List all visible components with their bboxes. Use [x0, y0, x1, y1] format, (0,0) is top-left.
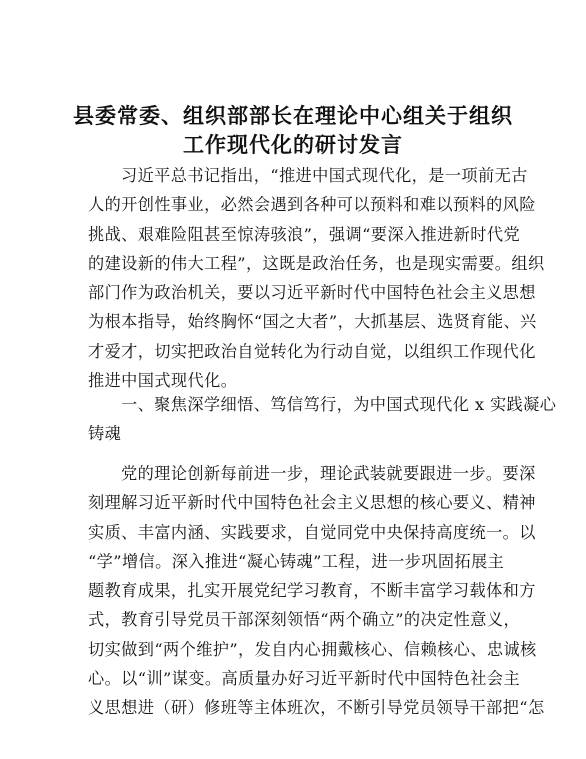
text-line: 切实做到“两个维护”，发自内心拥戴核心、信赖核心、忠诚核 [88, 639, 537, 659]
text-line: 的建设新的伟大工程”，这既是政治任务，也是现实需要。组织 [88, 253, 545, 273]
paragraph-intro [88, 161, 545, 395]
paragraph-section-1 [88, 459, 545, 723]
heading-line: 铸魂 [88, 424, 122, 444]
title-line-1: 县委常委、组织部部长在理论中心组关于组织 [73, 103, 513, 128]
text-line: “学”增信。深入推进“凝心铸魂”工程，进一步巩固拓展主 [88, 551, 505, 571]
text-line: 义思想进（研）修班等主体班次，不断引导党员领导干部把“怎 [88, 698, 545, 718]
text-line: 题教育成果，扎实开展党纪学习教育，不断丰富学习载体和方 [88, 581, 536, 601]
text-line: 式，教育引导党员干部深刻领悟“两个确立”的决定性意义， [88, 610, 521, 630]
title-line-2: 工作现代化的研讨发言 [183, 132, 403, 157]
text-line: 为根本指导，始终胸怀“国之大者”，大抓基层、选贤育能、兴 [88, 312, 537, 332]
text-line: 心。以“训”谋变。高质量办好习近平新时代中国特色社会主 [88, 669, 521, 689]
heading-line: 一、聚焦深学细悟、笃信笃行，为中国式现代化 x 实践凝心 [121, 395, 557, 414]
text-line: 挑战、艰难险阻甚至惊涛骇浪”，强调“要深入推进新时代党 [88, 224, 521, 244]
section-heading-1 [88, 390, 557, 449]
document-title [60, 101, 526, 159]
text-line: 部门作为政治机关，要以习近平新时代中国特色社会主义思想 [88, 283, 536, 303]
text-line: 刻理解习近平新时代中国特色社会主义思想的核心要义、精神 [88, 493, 536, 513]
text-line: 才爱才，切实把政治自觉转化为行动自觉，以组织工作现代化 [88, 341, 536, 361]
text-line: 推进中国式现代化。 [88, 371, 238, 391]
text-line: 党的理论创新每前进一步，理论武装就要跟进一步。要深 [121, 464, 536, 483]
text-line: 实质、丰富内涵、实践要求，自觉同党中央保持高度统一。以 [88, 522, 536, 542]
text-line: 人的开创性事业，必然会遇到各种可以预料和难以预料的风险 [88, 195, 536, 215]
text-line: 习近平总书记指出，“推进中国式现代化，是一项前无古 [121, 166, 528, 185]
